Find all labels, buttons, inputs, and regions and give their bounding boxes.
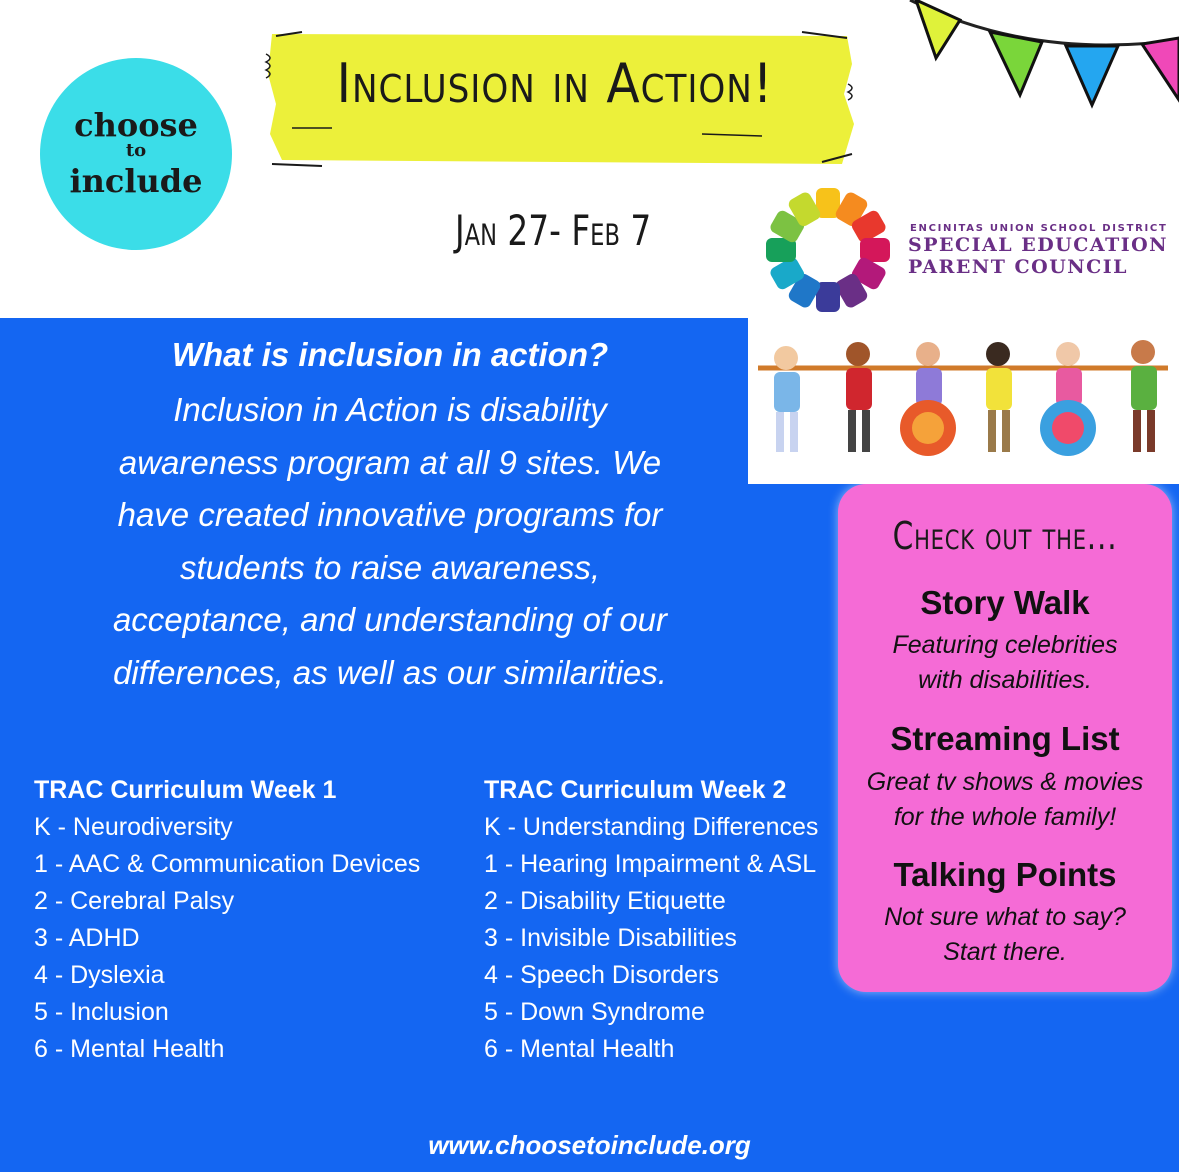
list-item: 2 - Cerebral Palsy <box>34 887 235 915</box>
intro-paragraph <box>58 384 722 699</box>
streaming-list-line: for the whole family! <box>893 803 1117 831</box>
list-item: 3 - Invisible Disabilities <box>484 924 737 952</box>
intro-line: have created innovative programs for <box>117 496 663 533</box>
website-url: www.choosetoinclude.org <box>428 1130 751 1160</box>
week-2-list <box>484 772 818 1068</box>
banner-title: Inclusion in Action! <box>336 52 774 115</box>
week-2-title: TRAC Curriculum Week 2 <box>484 776 787 804</box>
council-line-2: PARENT COUNCIL <box>908 256 1129 278</box>
intro-line: differences, as well as our similarities. <box>113 653 667 691</box>
council-line-1: SPECIAL EDUCATION <box>908 234 1169 256</box>
story-walk-line: with disabilities. <box>918 666 1092 694</box>
week-1-list <box>34 772 420 1068</box>
circle-of-people-icon <box>758 180 898 320</box>
list-item: 4 - Dyslexia <box>34 961 165 989</box>
talking-points-line: Not sure what to say? <box>884 903 1126 931</box>
intro-line: acceptance, and understanding of our <box>112 601 668 638</box>
list-item: 6 - Mental Health <box>484 1035 675 1063</box>
children-holding-hands-illustration <box>748 318 1179 484</box>
list-item: 2 - Disability Etiquette <box>484 887 726 915</box>
list-item: 5 - Inclusion <box>34 998 169 1026</box>
intro-line: students to raise awareness, <box>179 548 601 586</box>
council-district: ENCINITAS UNION SCHOOL DISTRICT <box>910 223 1168 234</box>
talking-points-heading: Talking Points <box>893 856 1117 893</box>
list-item: 1 - AAC & Communication Devices <box>34 850 421 878</box>
children-illustration <box>748 318 1179 484</box>
story-walk-heading: Story Walk <box>920 584 1090 621</box>
list-item: 1 - Hearing Impairment & ASL <box>484 850 817 878</box>
list-item: 6 - Mental Health <box>34 1035 225 1063</box>
logo-word-choose: choose <box>74 106 198 144</box>
check-out-title: Check out the... <box>892 514 1118 558</box>
intro-line: awareness program at all 9 sites. We <box>118 443 662 481</box>
logo-word-to: to <box>125 140 147 161</box>
intro-line: Inclusion in Action is disability <box>173 391 607 428</box>
bunting-flags-icon <box>880 0 1179 120</box>
list-item: 5 - Down Syndrome <box>484 998 705 1026</box>
list-item: 3 - ADHD <box>34 924 140 952</box>
logo-word-include: include <box>69 162 203 200</box>
choose-to-include-logo <box>40 58 232 250</box>
list-item: K - Neurodiversity <box>34 813 233 841</box>
streaming-list-heading: Streaming List <box>890 720 1120 757</box>
week-1-title: TRAC Curriculum Week 1 <box>34 776 337 804</box>
talking-points-line: Start there. <box>943 938 1067 966</box>
streaming-list-line: Great tv shows & movies <box>866 768 1144 796</box>
story-walk-line: Featuring celebrities <box>892 631 1118 659</box>
event-dates: Jan 27- Feb 7 <box>454 206 652 255</box>
list-item: 4 - Speech Disorders <box>484 961 719 989</box>
list-item: K - Understanding Differences <box>484 813 819 841</box>
check-out-box <box>838 484 1172 992</box>
intro-question: What is inclusion in action? <box>171 336 609 373</box>
